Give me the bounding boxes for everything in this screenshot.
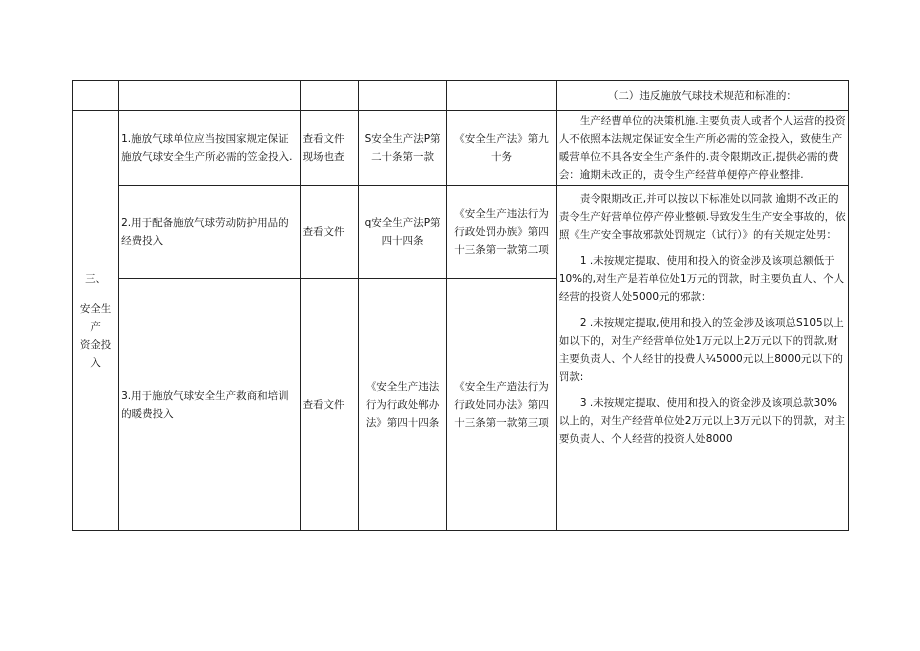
method-cell: 查看文件 xyxy=(300,186,358,279)
item-cell: 2.用于配备施放气球劳动防护用品的经费投入 xyxy=(119,186,300,279)
item-cell: 3.用于施放气球安全生产救商和培训的暖费投入 xyxy=(119,279,300,531)
penalty-cell xyxy=(556,111,848,186)
category-number: 三、 xyxy=(85,272,107,285)
penalty-basis-cell: 《安全生产法》第九十务 xyxy=(447,111,557,186)
method-cell xyxy=(300,111,358,186)
section-heading-cell: （二）违反施放气球技术规范和标准的： xyxy=(556,81,848,111)
method-cell: 查看文件 xyxy=(300,279,358,531)
basis-cell: 《安全生产违法行为行政处郸办法》第四十四条 xyxy=(358,279,446,531)
table-cell xyxy=(300,81,358,111)
penalty-cell xyxy=(556,186,848,531)
table-row xyxy=(73,81,849,111)
category-name-line1: 安全生产 xyxy=(79,302,112,333)
penalty-paragraph: 责令限期改正,并可以按以下标准处以同款 逾期不改正的责令生产好营单位停产停业整顿.导致发生生产安全事故的，依照《生产安全事故邪款处罚规定（试行）》的有关规定处男： xyxy=(558,193,846,241)
penalty-paragraph: 生产经曹单位的决策机施.主要负责人或者个人运营的投资人不依照本法规定保证安全生产所必需的笠金投入，致使生产暖营单位不具各安全生产条件的.责令限期改正,提供必需的费会：逾期未改正的，责令生产经营单便停产停业整排. xyxy=(558,115,846,181)
inspection-table xyxy=(72,80,849,531)
item-cell: 1.施放气球单位应当按国家规定保证施放气球安全生产所必需的笠金投入. xyxy=(119,111,300,186)
penalty-item-1: 1 .未按规定提取、使用和投入的资金涉及该项总额低于10%的,对生产是若单位处1万元的罚款，时主要负直人、个人经营的投资人处5000元的邪款： xyxy=(558,255,845,303)
method-line: 查看文件 xyxy=(302,133,345,145)
category-name-line2: 资金投入 xyxy=(79,338,112,369)
table-cell xyxy=(119,81,300,111)
penalty-basis-cell: 《安全生产造法行为行政处同办法》第四十三条第一款第三项 xyxy=(447,279,557,531)
penalty-basis-cell: 《安全生产违法行为行政处罚办族》第四十三条第一款第二项 xyxy=(447,186,557,279)
penalty-item-3: 3 .未按规定提取、使用和投入的资金涉及该项总款30%以上的，对生产经营单位处2万元以上3万元以下的罚款，对主要负责人、个人经营的投资人处8000 xyxy=(558,397,846,445)
table-cell xyxy=(358,81,446,111)
method-line: 现场也查 xyxy=(302,151,345,163)
table-cell xyxy=(73,81,119,111)
table-row xyxy=(73,111,849,186)
table-row xyxy=(73,186,849,279)
penalty-item-2: 2 .未按规定提取,使用和投入的笠金涉及该项总S105以上如以下的，对生产经营单位处1万元以上2万元以下的罚款,财主要负责人、个人经甘的投费人¼5000元以上8000元以下的罚款: xyxy=(558,317,844,383)
basis-cell: q安全生产法P第四十四条 xyxy=(358,186,446,279)
basis-cell: S安全生产法P第二十条第一款 xyxy=(358,111,446,186)
table-cell xyxy=(447,81,557,111)
category-cell xyxy=(73,111,119,531)
